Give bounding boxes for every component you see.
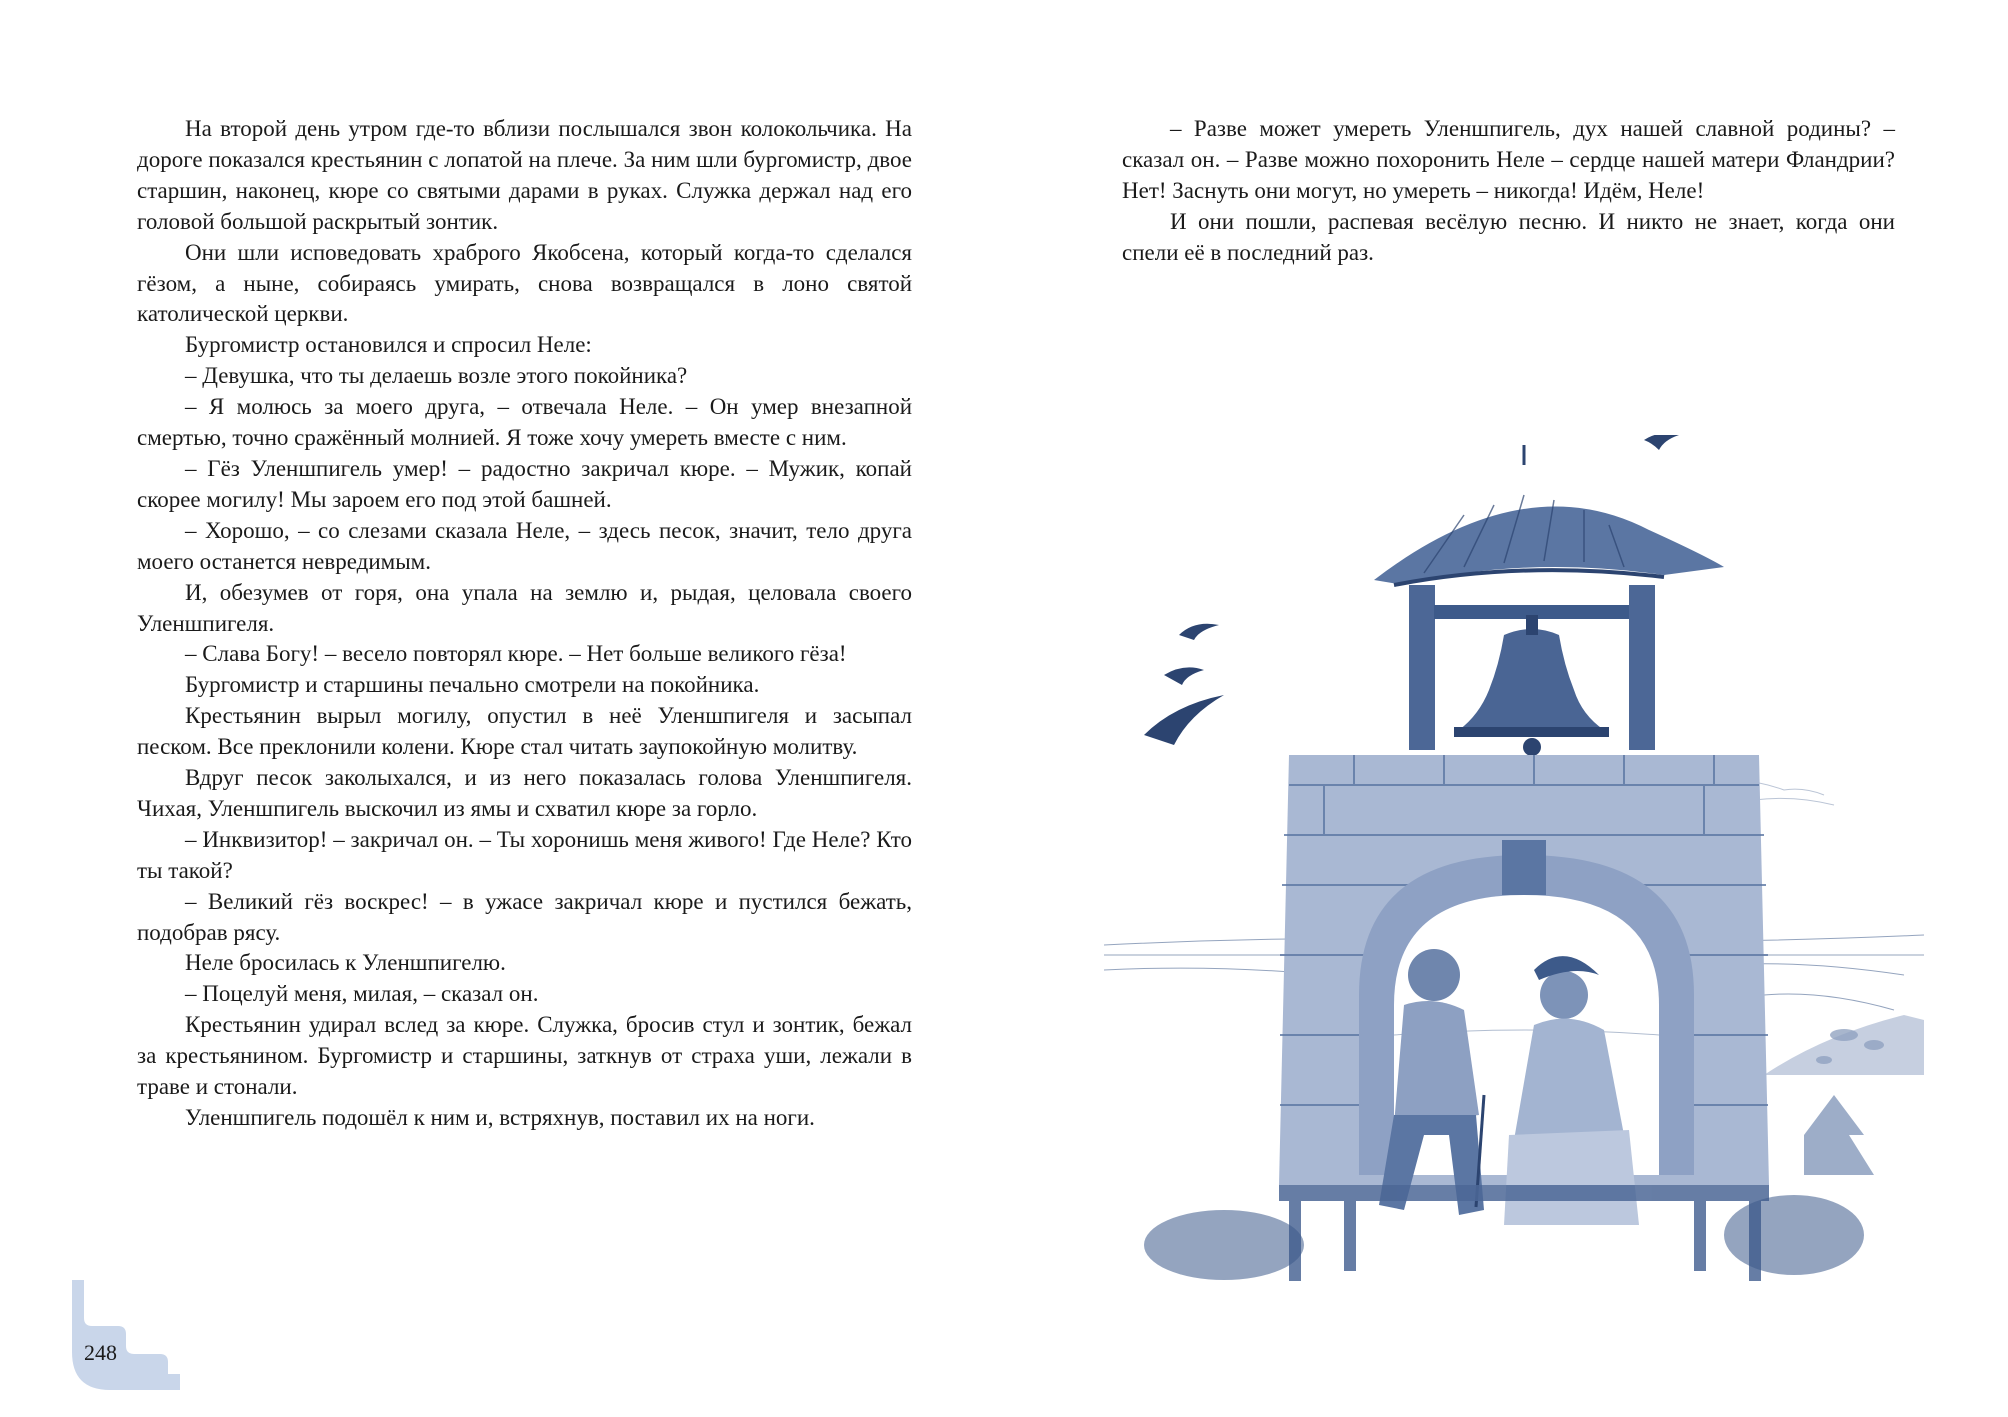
- paragraph: – Великий гёз воскрес! – в ужасе закричал кюре и пустился бежать, подобрав рясу.: [137, 888, 912, 945]
- paragraph: Неле бросилась к Уленшпигелю.: [185, 950, 506, 976]
- paragraph: Бургомистр остановился и спросил Неле:: [185, 332, 592, 358]
- paragraph: – Слава Богу! – весело повторял кюре. – Нет больше великого гёза!: [185, 641, 847, 667]
- paragraph: – Хорошо, – со слезами сказала Неле, – здесь песок, значит, тело друга моего останется невредимым.: [137, 517, 912, 574]
- paragraph: – Инквизитор! – закричал он. – Ты хоронишь меня живого! Где Неле? Кто ты такой?: [137, 826, 912, 883]
- paragraph: И они пошли, распевая весёлую песню. И никто не знает, когда они спели её в последний раз.: [1122, 208, 1895, 265]
- paragraph: Крестьянин вырыл могилу, опустил в неё Уленшпигеля и засыпал песком. Все преклонили колени. Кюре стал читать заупокойную молитву.: [137, 703, 912, 760]
- paragraph: Вдруг песок заколыхался, и из него показалась голова Уленшпигеля. Чихая, Уленшпигель выскочил из ямы и схватил кюре за горло.: [137, 765, 912, 821]
- paragraph: – Девушка, что ты делаешь возле этого покойника?: [185, 363, 688, 389]
- paragraph: Бургомистр и старшины печально смотрели на покойника.: [185, 672, 760, 698]
- paragraph: – Я молюсь за моего друга, – отвечала Неле. – Он умер внезапной смертью, точно сражённый молнией. Я тоже хочу умереть вместе с ним.: [137, 394, 912, 451]
- paragraph: И, обезумев от горя, она упала на землю и, рыдая, целовала своего Уленшпигеля.: [137, 579, 912, 636]
- page-number-tab: [70, 1280, 180, 1390]
- paragraph: Уленшпигель подошёл к ним и, встряхнув, поставил их на ноги.: [185, 1105, 815, 1130]
- page-number: 248: [84, 1340, 117, 1365]
- bell-tower-illustration: [1104, 435, 1924, 1295]
- paragraph: Они шли исповедовать храброго Якобсена, который когда-то сделался гёзом, а ныне, собираясь умирать, снова возвращался в лоно святой католической церкви.: [137, 239, 912, 327]
- paragraph: – Разве может умереть Уленшпигель, дух нашей славной родины? – сказал он. – Разве можно похоронить Неле – сердце нашей матери Фландрии? Нет! Заснуть они могут, но умереть – никогда! Идём, Неле!: [1122, 116, 1895, 203]
- right-page: [1004, 0, 2008, 1417]
- paragraph: Крестьянин удирал вслед за кюре. Служка, бросив стул и зонтик, бежал за крестьянином. Бургомистр и старшины, заткнув от страха уши, лежали в траве и стонали.: [137, 1012, 912, 1100]
- left-text-column: [137, 114, 912, 1134]
- paragraph: – Поцелуй меня, милая, – сказал он.: [185, 981, 539, 1007]
- right-text-column: [1122, 114, 1895, 269]
- paragraph: – Гёз Уленшпигель умер! – радостно закричал кюре. – Мужик, копай скорее могилу! Мы зароем его под этой башней.: [137, 455, 912, 512]
- paragraph: На второй день утром где-то вблизи послышался звон колокольчика. На дороге показался крестьянин с лопатой на плече. За ним шли бургомистр, двое старшин, наконец, кюре со святыми дарами в руках. Служка держал над его головой большой раскрытый зонтик.: [137, 116, 912, 234]
